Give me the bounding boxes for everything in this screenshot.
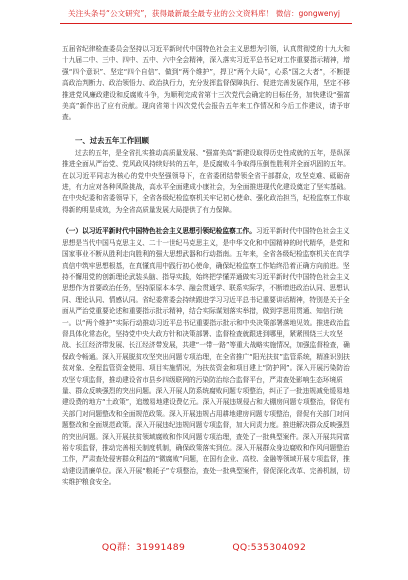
section-paragraph: 过去的五年，是全省扎实推动高质量发展、“强富美高”新建设取得历史性成就的五年，是纵深推进全面从严治党、党风政风持续好转的五年，是反腐败斗争取得压倒性胜利并全面巩固的五年。在以习近平同志为核心的党中央坚强领导下，在省委团结带领全省干部群众，攻坚克难、砥砺奋进，有力应对各种风险挑战，高水平全面建成小康社会，为全面推进现代化建设奠定了坚实基础。在中央纪委和省委领导下，全省各级纪检监察机关牢记初心使命、强化政治担当，纪检监察工作取得新的明显成效，为全省高质量发展大局提供了有力保障。 xyxy=(62,148,350,214)
footer-contact xyxy=(0,539,408,553)
document-body xyxy=(62,44,350,489)
spacer xyxy=(62,124,350,134)
qq-group-text: QQ群：31991489 xyxy=(101,542,186,553)
section-heading: 一、过去五年工作回顾 xyxy=(75,135,149,145)
spacer xyxy=(62,216,350,226)
subsection-heading: （一）以习近平新时代中国特色社会主义思想引领纪检监察工作。 xyxy=(62,227,256,236)
header-divider xyxy=(60,23,352,24)
promo-banner: 关注头条号“公文研究”，获得最新最全最专业的公文资料库！ 微信：gongwenyj xyxy=(68,9,340,18)
intro-paragraph: 五届省纪律检查委员会坚持以习近平新时代中国特色社会主义思想为引领，认真贯彻党的十九大和十九届二中、三中、四中、五中、六中全会精神，深入落实习近平总书记对工作重要指示精神，增强“四个意识”、坚定“四个自信”、做到“两个维护”，捍卫“两个大局”，心系“国之大者”，不断提高政治判断力、政治领悟力、政治执行力，充分发挥监督保障执行、促进完善发展作用，坚定不移推进党风廉政建设和反腐败斗争，为顺利完成省第十三次党代会确定的目标任务，加快建设“强富美高”新作出了应有贡献。现向省第十四次党代会报告五年来工作情况和今后工作建议，请予审查。 xyxy=(62,45,350,122)
qq-number-text: QQ:535304092 xyxy=(232,542,307,553)
subsection-text: 习近平新时代中国特色社会主义思想是当代中国马克思主义、二十一世纪马克思主义，是中华文化和中国精神的时代精华，是党和国家事业不断从胜利走向胜利的强大思想武器和行动指南。五年来，全省各级纪检监察机关在真学真信中筑牢思想根基，在真懂真用中践行初心使命，确保纪检监察工作始终沿着正确方向前进。坚持不懈用党的创新理论武装头脑、指导实践，始终把学懂弄通做实习近平新时代中国特色社会主义思想作为首要政治任务，坚持原原本本学、融会贯通学、联系实际学，不断增进政治认同、思想认同、理论认同、情感认同。省纪委常委会持续跟进学习习近平总书记重要讲话精神，特别是关于全面从严治党重要论述和重要指示批示精神，结合实际谋划落实举措，做到学思用贯通、知信行统一。以“两个维护”实际行动推动习近平总书记重要指示批示和中央决策部署落地见效。推进政治监督具体化常态化，坚持党中央大政方针和决策部署、监督检查就跟进到哪里，紧紧围绕三大攻坚战、长江经济带发展、长江经济带发展，共建“一带一路”等重大战略实施情况，加强监督检查，确保政令畅通。深入开展脱贫攻坚突出问题专项治理，在全省推广“阳光扶贫”监管系统，精准识别扶贫对象、全程监管资金使用、项目实施情况，为扶贫资金和项目建上“防护网”。深入开展污染防治攻坚专项监督，推动建设省市县乡四级联网的污染防治综合监督平台，严肃查处影响生态环境质量、群众反映强烈的突出问题。深入开展人防系统腐败问题专项整治，纠正了一批违规减免缓易地建设费的地方“土政策”，追缴易地建设费亿元。深入开展违规侵占和大棚房问题专项整治，督促有关部门对问题整改和全面规范政策。深入开展违规占用耕地建房问题专项整治，督促有关部门对问题整改和全面规范政策。深入开展违纪违规问题专项监督，加大问责力度。推进解决群众反映强烈的突出问题。深入开展扶贫领域腐败和作风问题专项治理，查处了一批典型案件。深入开展共同富裕专项监督，推动完善相关制度机制，确保政策落实到位。深入开展群众身边腐败和作风问题整治工作，严肃查处侵害群众利益的“微腐败”问题，在国有企业、高校、金融等领域开展专项监督，推动建设清廉单位。深入开展“粮耗子”专项整治，查处一批典型案件，督促深化改革、完善机制，切实维护粮食安全。 xyxy=(62,227,350,487)
